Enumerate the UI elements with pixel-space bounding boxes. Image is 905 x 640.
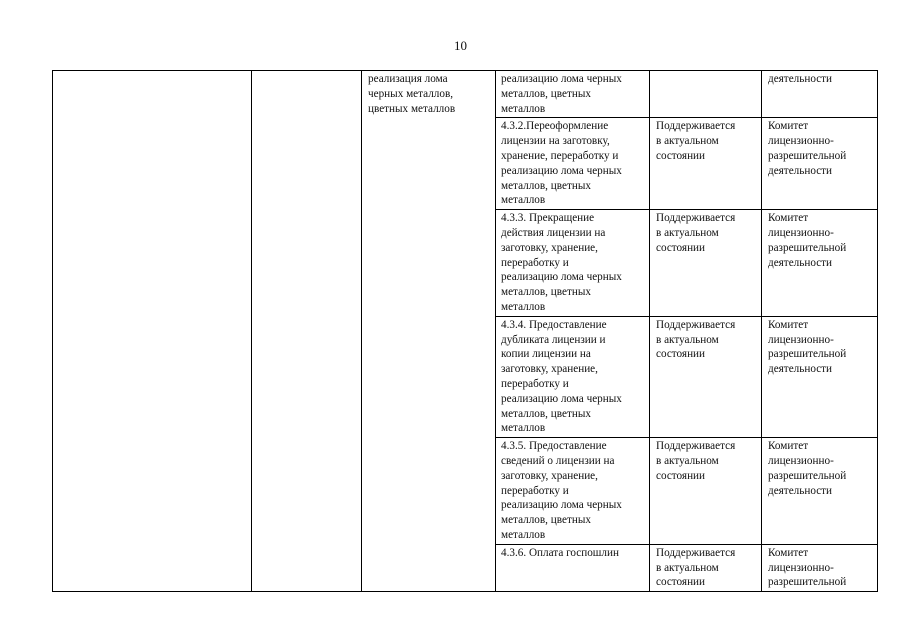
status-cell: Поддерживается в актуальном состоянии: [650, 210, 762, 317]
service-cell: 4.3.6. Оплата госпошлин: [496, 544, 650, 591]
col2-cell: [252, 71, 362, 592]
status-cell: Поддерживается в актуальном состоянии: [650, 118, 762, 210]
authority-cell: Комитет лицензионно- разрешительной деятельности: [762, 210, 878, 317]
authority-cell: Комитет лицензионно- разрешительной деятельности: [762, 316, 878, 437]
service-cell: реализацию лома черных металлов, цветных металлов: [496, 71, 650, 118]
services-table: [52, 70, 878, 592]
page-number: 10: [454, 38, 467, 53]
authority-cell: Комитет лицензионно- разрешительной деятельности: [762, 118, 878, 210]
status-cell: Поддерживается в актуальном состоянии: [650, 438, 762, 545]
service-cell: 4.3.2.Переоформление лицензии на заготовку, хранение, переработку и реализацию лома черных металлов, цветных металлов: [496, 118, 650, 210]
service-cell: 4.3.5. Предоставление сведений о лицензии на заготовку, хранение, переработку и реализацию лома черных металлов, цветных металлов: [496, 438, 650, 545]
table-container: [52, 70, 877, 592]
authority-cell: Комитет лицензионно- разрешительной: [762, 544, 878, 591]
status-cell: Поддерживается в актуальном состоянии: [650, 316, 762, 437]
table-row: [53, 71, 878, 118]
authority-cell: Комитет лицензионно- разрешительной деятельности: [762, 438, 878, 545]
authority-cell: деятельности: [762, 71, 878, 118]
col1-cell: [53, 71, 252, 592]
status-cell: [650, 71, 762, 118]
service-cell: 4.3.4. Предоставление дубликата лицензии и копии лицензии на заготовку, хранение, переработку и реализацию лома черных металлов, цветных металлов: [496, 316, 650, 437]
status-cell: Поддерживается в актуальном состоянии: [650, 544, 762, 591]
col3-cell: реализация лома черных металлов, цветных металлов: [362, 71, 496, 592]
service-cell: 4.3.3. Прекращение действия лицензии на заготовку, хранение, переработку и реализацию лома черных металлов, цветных металлов: [496, 210, 650, 317]
